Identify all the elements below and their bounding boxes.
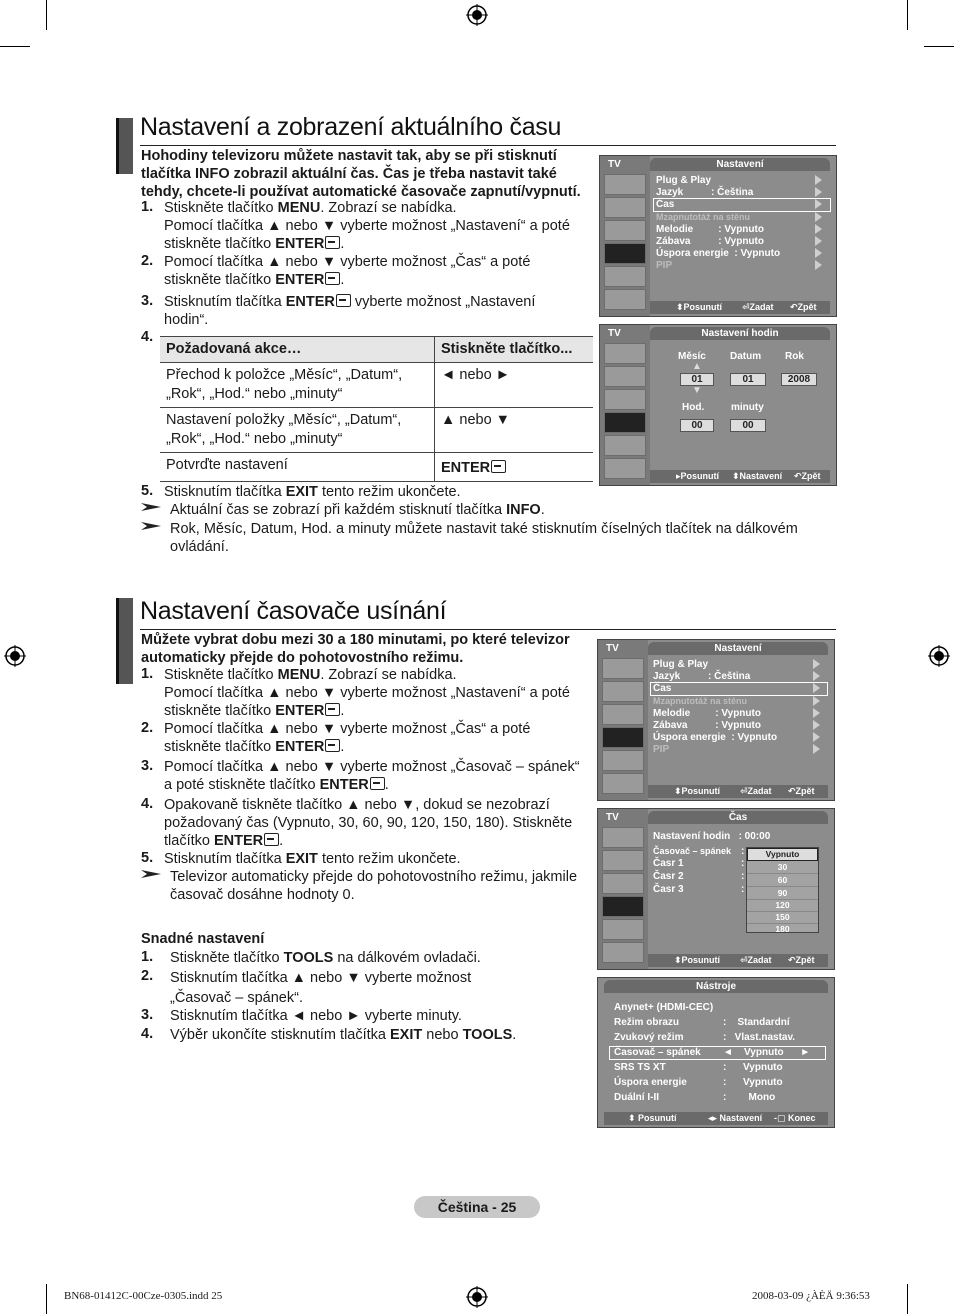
step-text: Stiskněte tlačítko MENU. Zobrazí se nabídka. Pomocí tlačítka ▲ nebo ▼ vyberte možnost „Nastavení“ a poté stiskněte tlačítko ENTER . xyxy=(164,200,570,252)
list-item[interactable]: 30 xyxy=(747,861,818,874)
list-item[interactable]: 90 xyxy=(747,887,818,900)
note-text: Televizor automaticky přejde do pohotovostního režimu, jakmile časovač dosáhne hodnoty 0. xyxy=(170,869,578,903)
minute-field[interactable]: 00 xyxy=(730,419,766,432)
table-header: Stiskněte tlačítko... xyxy=(435,337,594,363)
intro-text: Můžete vybrat dobu mezi 30 a 180 minutami, po které televizor automaticky přejde do pohotovostního režimu. xyxy=(141,632,570,666)
picture-icon xyxy=(604,174,646,195)
list-item[interactable]: 60 xyxy=(747,874,818,887)
step-number: 3. xyxy=(141,1007,154,1023)
step-number: 1. xyxy=(141,199,154,215)
input-icon xyxy=(602,750,644,771)
setup-gear-icon xyxy=(602,896,644,917)
registration-mark-icon xyxy=(466,4,488,26)
picture-icon xyxy=(602,827,644,848)
section-marker xyxy=(116,118,133,174)
enter-icon xyxy=(264,833,279,846)
step-number: 1. xyxy=(141,666,154,682)
crop-mark xyxy=(46,1284,47,1314)
crop-mark xyxy=(907,1284,908,1314)
step-text: Stisknutím tlačítka ◄ nebo ► vyberte minuty. xyxy=(170,1008,462,1024)
section-title: Nastavení a zobrazení aktuálního času xyxy=(140,113,562,141)
enter-icon xyxy=(370,777,385,790)
step-text: Pomocí tlačítka ▲ nebo ▼ vyberte možnost „Čas“ a poté stiskněte tlačítko ENTER . xyxy=(164,721,531,755)
channel-icon xyxy=(604,220,646,241)
action-table xyxy=(160,336,593,482)
step-number: 4. xyxy=(141,1026,154,1042)
note-arrow-icon xyxy=(141,502,163,512)
list-item[interactable]: Vypnuto xyxy=(747,848,818,861)
enter-icon xyxy=(325,236,340,249)
year-field[interactable]: 2008 xyxy=(781,373,817,386)
registration-mark-icon xyxy=(466,1286,488,1308)
easy-setup-title: Snadné nastavení xyxy=(141,931,265,947)
application-icon xyxy=(604,458,646,479)
step-number: 2. xyxy=(141,253,154,269)
sound-icon xyxy=(604,366,646,387)
step-text: Stisknutím tlačítka EXIT tento režim ukončete. xyxy=(164,484,461,500)
table-row: Nastavení položky „Měsíc“, „Datum“, „Rok“, „Hod.“ nebo „minuty“ ▲ nebo ▼ xyxy=(160,408,593,453)
step-text: Stiskněte tlačítko MENU. Zobrazí se nabídka. Pomocí tlačítka ▲ nebo ▼ vyberte možnost „Nastavení“ a poté stiskněte tlačítko ENTER . xyxy=(164,667,570,719)
picture-icon xyxy=(604,343,646,364)
registration-mark-icon xyxy=(4,645,26,667)
list-item[interactable]: 120 xyxy=(747,900,818,912)
list-item[interactable]: 150 xyxy=(747,912,818,924)
section-rule xyxy=(140,145,836,146)
step-number: 5. xyxy=(141,850,154,866)
sound-icon xyxy=(604,197,646,218)
step-text: Stisknutím tlačítka ▲ nebo ▼ vyberte možnost „Časovač – spánek“. xyxy=(170,970,472,1006)
step-number: 4. xyxy=(141,796,154,812)
note-text: Rok, Měsíc, Datum, Hod. a minuty můžete nastavit také stisknutím číselných tlačítek na dálkovém ovládání. xyxy=(170,521,798,555)
crop-mark xyxy=(46,0,47,30)
registration-mark-icon xyxy=(928,645,950,667)
table-row: Přechod k položce „Měsíc“, „Datum“, „Rok“, „Hod.“ nebo „minuty“ ◄ nebo ► xyxy=(160,363,593,408)
osd-setup-menu: TV Nastavení Plug & Play Jazyk : Čeština Čas Mzapnutotáž na stěnu Melodie : Vypnuto Zábava : Vypnuto Úspora energie : Vypnuto PIP ⬍ Posunutí ⏎ Zadat ↶ Zpět xyxy=(599,155,837,317)
note-arrow-icon xyxy=(141,521,163,531)
sound-icon xyxy=(602,681,644,702)
setup-gear-icon xyxy=(604,412,646,433)
channel-icon xyxy=(602,704,644,725)
table-header: Požadovaná akce… xyxy=(160,337,435,363)
step-number: 4. xyxy=(141,329,154,345)
application-icon xyxy=(604,289,646,310)
step-number: 3. xyxy=(141,758,154,774)
osd-tools-menu: Nástroje Anynet+ (HDMI-CEC) Režim obrazu : Standardní Zvukový režim : Vlast.nastav. Časovač – spánek ◄ Vypnuto ► SRS TS XT : Vypnuto Úspora energie : Vypnuto Duální I-II : Mono ⬍ Posunutí ◂▸ Nastavení -▢ Konec xyxy=(597,977,835,1128)
print-date: 2008-03-09 ¿ÀÈÄ 9:36:53 xyxy=(752,1290,870,1302)
up-arrow-icon: ▲ xyxy=(692,361,702,372)
application-icon xyxy=(602,942,644,963)
list-item[interactable]: 180 xyxy=(775,924,790,934)
enter-icon xyxy=(325,739,340,752)
enter-icon xyxy=(325,272,340,285)
note-text: Aktuální čas se zobrazí při každém stisknutí tlačítka INFO. xyxy=(170,502,545,518)
table-row: Potvrďte nastavení ENTER xyxy=(160,453,593,482)
step-text: Výběr ukončíte stisknutím tlačítka EXIT nebo TOOLS. xyxy=(170,1027,517,1043)
section-title: Nastavení časovače usínání xyxy=(140,597,447,625)
enter-icon xyxy=(491,460,506,473)
crop-mark xyxy=(924,46,954,47)
channel-icon xyxy=(602,873,644,894)
crop-mark xyxy=(0,46,30,47)
hour-field[interactable]: 00 xyxy=(680,419,714,432)
step-text: Stisknutím tlačítka ENTER vyberte možnost „Nastavení hodin“. xyxy=(164,294,536,328)
step-text: Stisknutím tlačítka EXIT tento režim ukončete. xyxy=(164,851,461,867)
date-field[interactable]: 01 xyxy=(730,373,766,386)
step-text: Pomocí tlačítka ▲ nebo ▼ vyberte možnost „Čas“ a poté stiskněte tlačítko ENTER . xyxy=(164,254,531,288)
application-icon xyxy=(602,773,644,794)
file-slug: BN68-01412C-00Cze-0305.indd 25 xyxy=(64,1290,223,1302)
down-arrow-icon: ▼ xyxy=(692,385,702,396)
step-number: 3. xyxy=(141,293,154,309)
setup-gear-icon xyxy=(604,243,646,264)
osd-setup-menu: TV Nastavení Plug & Play Jazyk : Čeština Čas Mzapnutotáž na stěnu Melodie : Vypnuto Zábava : Vypnuto Úspora energie : Vypnuto PIP ⬍ Posunutí ⏎ Zadat ↶ Zpět xyxy=(597,639,835,801)
picture-icon xyxy=(602,658,644,679)
page-number: Čeština - 25 xyxy=(414,1196,540,1218)
note-arrow-icon xyxy=(141,869,163,879)
enter-icon xyxy=(336,294,351,307)
channel-icon xyxy=(604,389,646,410)
osd-time-menu: TV Čas Nastavení hodin : 00:00 Časovač – spánek Časr 1 Časr 2 Časr 3 : : : : Vypnuto 30 60 90 120 150 180 ⬍ Posunutí ⏎ Zadat ↶ Zpět xyxy=(597,808,835,970)
step-number: 2. xyxy=(141,968,154,984)
section-marker xyxy=(116,598,133,684)
enter-icon xyxy=(325,703,340,716)
step-number: 5. xyxy=(141,483,154,499)
step-text: Stiskněte tlačítko TOOLS na dálkovém ovladači. xyxy=(170,950,481,966)
input-icon xyxy=(602,919,644,940)
step-text: Pomocí tlačítka ▲ nebo ▼ vyberte možnost „Časovač – spánek“ a poté stiskněte tlačítko ENTER . xyxy=(164,759,580,793)
osd-clock-setup: TV Nastavení hodin Měsíc Datum Rok ▲ 01 01 2008 ▼ Hod. minuty 00 00 ▸ Posunutí ⬍ Nastavení ↶ Zpět xyxy=(599,324,837,486)
setup-gear-icon xyxy=(602,727,644,748)
sound-icon xyxy=(602,850,644,871)
input-icon xyxy=(604,435,646,456)
sleep-timer-dropdown[interactable] xyxy=(746,847,819,933)
step-number: 1. xyxy=(141,949,154,965)
crop-mark xyxy=(907,0,908,30)
month-field[interactable]: 01 xyxy=(680,373,714,386)
step-number: 2. xyxy=(141,720,154,736)
intro-text: Hohodiny televizoru můžete nastavit tak, aby se při stisknutí tlačítka INFO zobrazil aktuální čas. Čas je třeba nastavit také tehdy, chcete-li používat automatické časovače zapnutí/vypnutí. xyxy=(141,148,581,200)
step-text: Opakovaně tiskněte tlačítko ▲ nebo ▼, dokud se nezobrazí požadovaný čas (Vypnuto, 30, 60, 90, 120, 150, 180). Stiskněte tlačítko ENTER . xyxy=(164,797,573,849)
input-icon xyxy=(604,266,646,287)
section-rule xyxy=(140,629,836,630)
